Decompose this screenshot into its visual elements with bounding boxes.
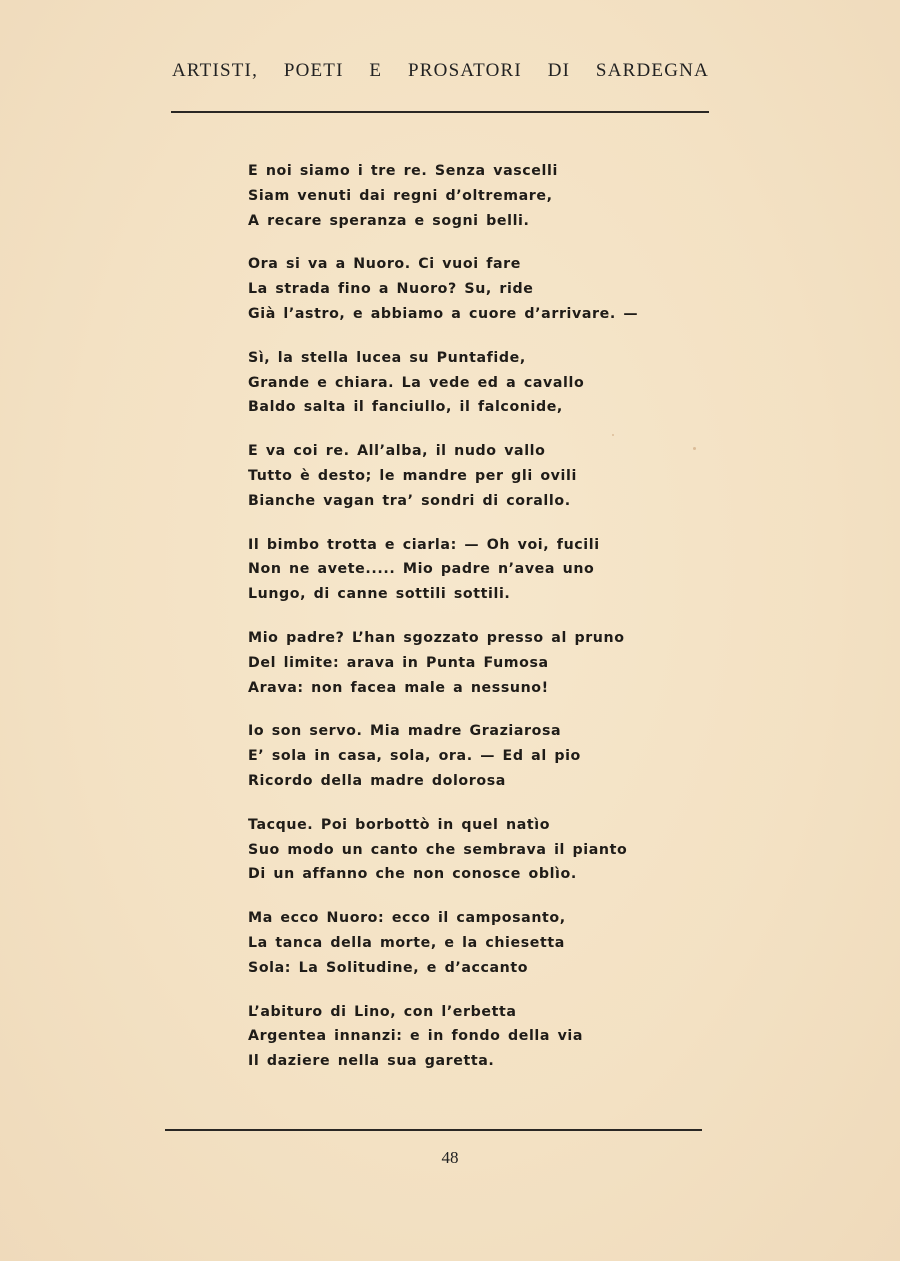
verse-line: E noi siamo i tre re. Senza vascelli [248,163,558,179]
verse-line: Non ne avete..... Mio padre n’avea uno [248,561,595,578]
poem-body [248,159,668,1093]
verse-line: Bianche vagan tra’ sondri di corallo. [248,492,571,509]
verse-line: Ora si va a Nuoro. Ci vuoi fare [248,256,521,273]
verse-line: Il daziere nella sua garetta. [248,1053,495,1070]
verse-line: Argentea innanzi: e in fondo della via [248,1028,584,1045]
footer-rule [165,1129,702,1131]
stanza [248,439,668,513]
verse-line: L’abituro di Lino, con l’erbetta [248,1003,517,1020]
stanza [248,252,668,326]
verse-line: Grande e chiara. La vede ed a cavallo [248,374,585,391]
verse-line: Sì, la stella lucea su Puntafide, [248,349,526,366]
verse-line: Lungo, di canne sottili sottili. [248,586,511,603]
stanza [248,1000,668,1074]
verse-line: Ricordo della madre dolorosa [248,772,506,789]
verse-line: E va coi re. All’alba, il nudo vallo [248,443,546,460]
header-rule [171,111,709,113]
stanza [248,346,668,420]
paper-speck [612,434,614,436]
verse-line: Il bimbo trotta e ciarla: — Oh voi, fucili [248,536,600,553]
verse-line: Siam venuti dai regni d’oltremare, [248,187,553,204]
verse-line: Già l’astro, e abbiamo a cuore d’arrivare. — [248,305,639,322]
verse-line: Tutto è desto; le mandre per gli ovili [248,467,577,484]
paper-speck [693,447,696,450]
verse-line: Arava: non facea male a nessuno! [248,679,549,696]
verse-line: Di un affanno che non conosce oblìo. [248,866,577,883]
verse-line: Baldo salta il fanciullo, il falconide, [248,399,563,416]
verse-line: Del limite: arava in Punta Fumosa [248,654,549,671]
verse-line: Suo modo un canto che sembrava il pianto [248,841,628,858]
verse-line: Sola: La Solitudine, e d’accanto [248,959,529,976]
stanza [248,159,668,233]
verse-line: La tanca della morte, e la chiesetta [248,934,565,951]
verse-line: Io son servo. Mia madre Graziarosa [248,723,562,740]
verse-line: Mio padre? L’han sgozzato presso al pruno [248,629,625,646]
verse-line: Ma ecco Nuoro: ecco il camposanto, [248,910,566,927]
verse-line: Tacque. Poi borbottò in quel natìo [248,816,551,833]
page-number: 48 [441,1148,459,1167]
verse-line: A recare speranza e sogni belli. [248,212,530,229]
stanza [248,906,668,980]
verse-line: La strada fino a Nuoro? Su, ride [248,281,534,298]
running-header-title: ARTISTI, POETI E PROSATORI DI SARDEGNA [172,60,709,81]
stanza [248,533,668,607]
stanza [248,813,668,887]
stanza [248,626,668,700]
verse-line: E’ sola in casa, sola, ora. — Ed al pio [248,748,581,765]
stanza [248,719,668,793]
